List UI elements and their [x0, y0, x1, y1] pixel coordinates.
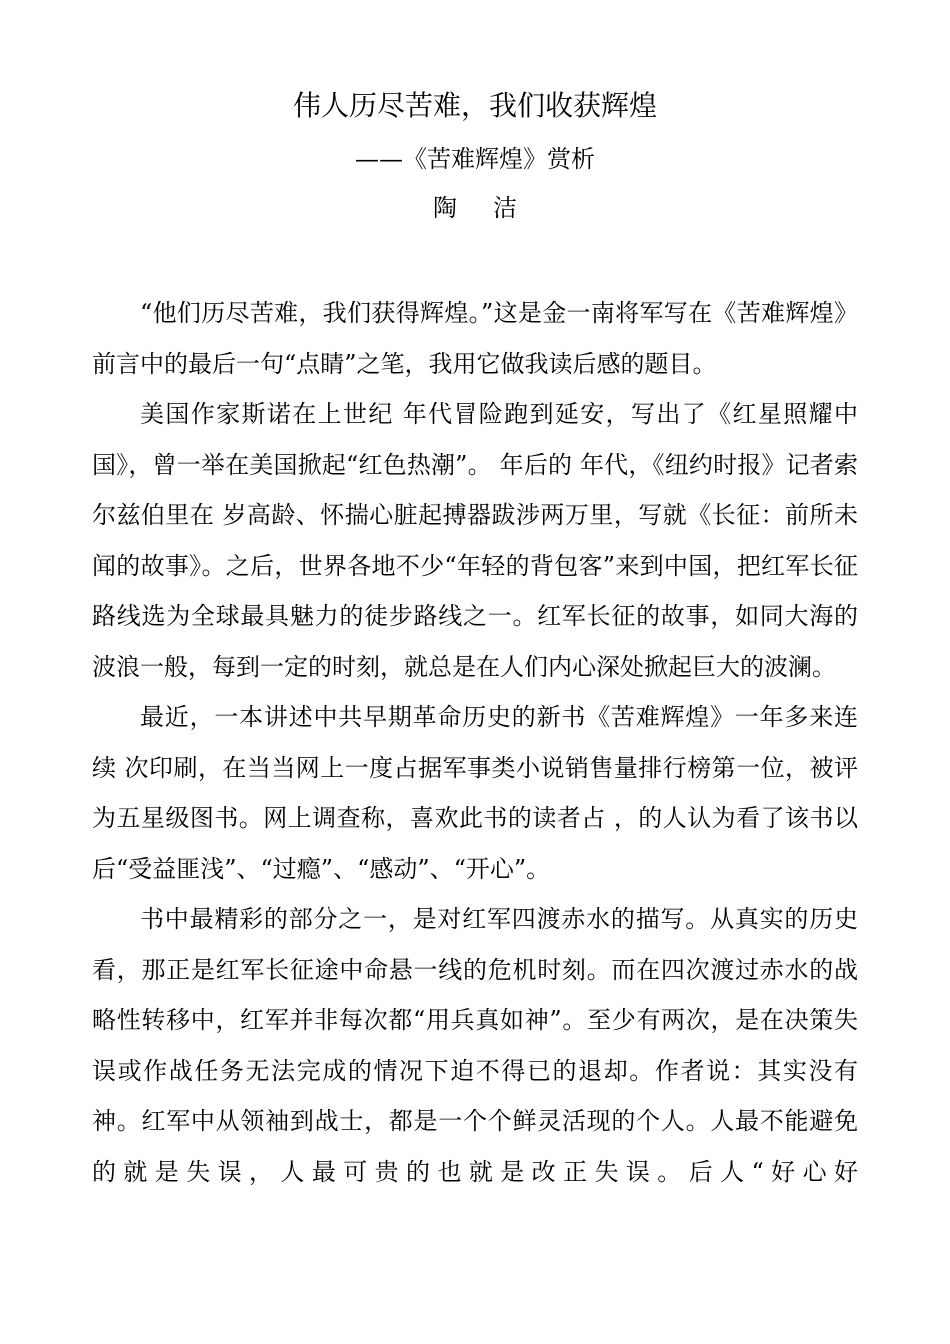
article-body	[92, 288, 858, 1197]
document-title: 伟人历尽苦难，我们收获辉煌	[292, 89, 657, 122]
paragraph: 美国作家斯诺在上世纪 年代冒险跑到延安，写出了《红星照耀中国》，曾一举在美国掀起“红色热潮”。 年后的 年代，《纽约时报》记者索尔兹伯里在 岁高龄、怀揣心脏起搏器跋涉两万里，写就《长征：前所未闻的故事》。之后，世界各地不少“年轻的背包客”来到中国，把红军长征路线选为全球最具魅力的徒步路线之一。红军长征的故事，如同大海的波浪一般，每到一定的时刻，就总是在人们内心深处掀起巨大的波澜。	[92, 400, 858, 681]
author-name: 陶洁	[433, 194, 553, 222]
document-subtitle: ——《苦难辉煌》赏析	[355, 145, 595, 173]
paragraph: 书中最精彩的部分之一，是对红军四渡赤水的描写。从真实的历史看，那正是红军长征途中命悬一线的危机时刻。而在四次渡过赤水的战略性转移中，红军并非每次都“用兵真如神”。至少有两次，是在决策失误或作战任务无法完成的情况下迫不得已的退却。作者说：其实没有神。红军中从领袖到战士，都是一个个鲜灵活现的个人。人最不能避免的就是失误，人最可贵的也就是改正失误。后人“好心好	[92, 905, 858, 1186]
paragraph: 最近，一本讲述中共早期革命历史的新书《苦难辉煌》一年多来连续 次印刷，在当当网上一度占据军事类小说销售量排行榜第一位，被评为五星级图书。网上调查称，喜欢此书的读者占 ，的人认为看了该书以后“受益匪浅”、“过瘾”、“感动”、“开心”。	[92, 703, 858, 883]
paragraph: “他们历尽苦难，我们获得辉煌。”这是金一南将军写在《苦难辉煌》前言中的最后一句“点睛”之笔，我用它做我读后感的题目。	[92, 299, 858, 378]
